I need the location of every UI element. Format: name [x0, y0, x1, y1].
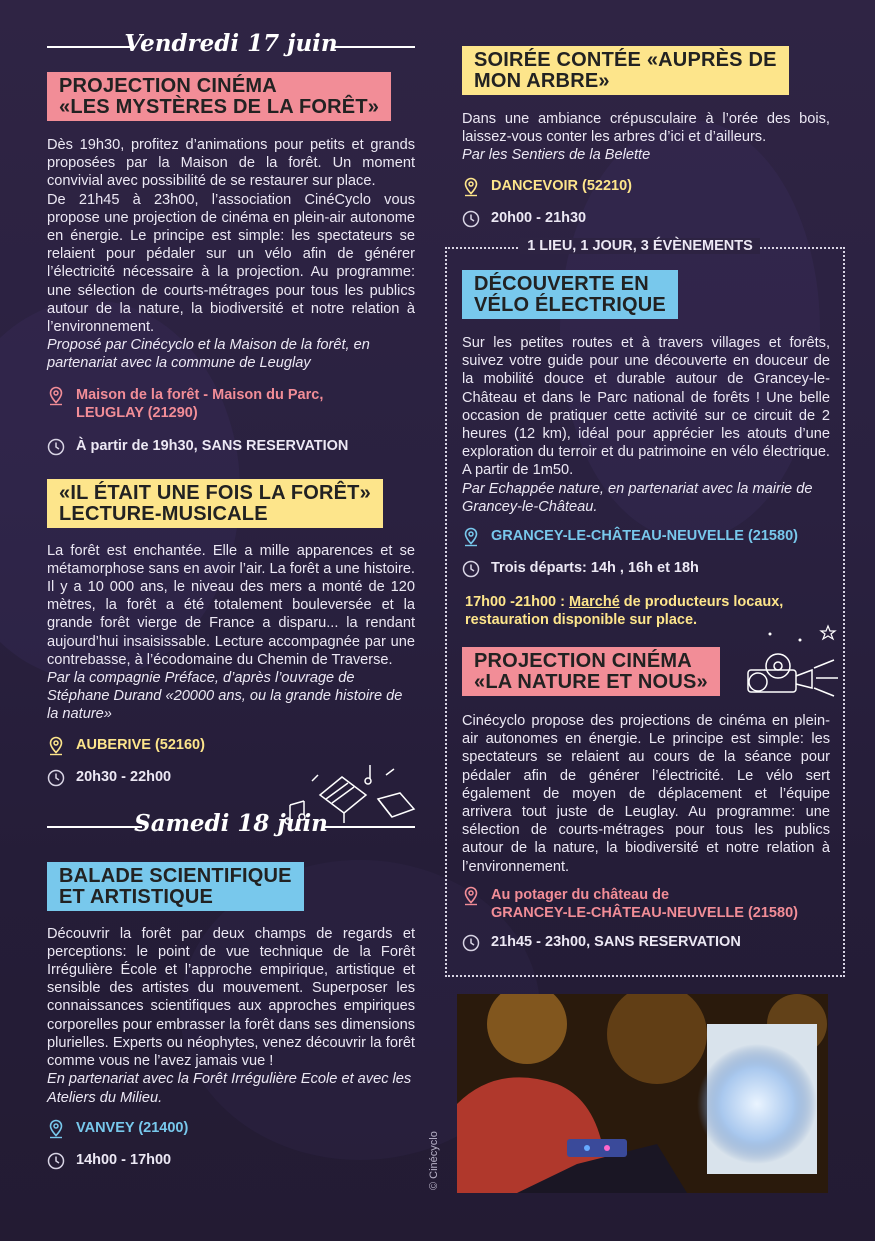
event-title — [462, 270, 678, 319]
map-pin-icon — [47, 736, 65, 756]
day-header-friday — [47, 30, 415, 62]
event-credit: En partenariat avec la Forêt Irrégulière Ecole et avec les Ateliers du Milieu. — [47, 1071, 412, 1106]
event-description — [47, 925, 415, 1107]
title-line: PROJECTION CINÉMA — [59, 75, 277, 97]
market-text: de producteurs locaux, — [623, 594, 784, 611]
photo-illustration — [457, 994, 828, 1193]
event-soiree — [462, 46, 830, 229]
event-location — [47, 386, 415, 422]
event-description — [462, 334, 830, 516]
description-text: De 21h45 à 23h00, l’association CinéCyclo vous propose une projection de cinéma en plein-air autonome en énergie. Le principe est simple: les spectateurs se relaient pour pédaler sur un vélo afin de générer l’électricité nécessaire à la projection. Au programme: une sélection de courts-métrages pour tous les publics autour de la nature, la biodiversité et notre relation à l’environnement. — [47, 191, 415, 336]
description-text: Découvrir la forêt par deux champs de regards et perceptions: le point de vue technique de la Forêt Irrégulière École et l’approche empirique, artistique et sensible des artistes du mouvement. Superposer les connaissances scientifiques aux approches empiriques corporelles pour embrasser la forêt dans ses dimensions plurielles. Experts ou néophytes, venez découvrir la forêt comme vous ne l’avez jamais vue ! — [47, 925, 415, 1070]
photo-credit: © Cinécyclo — [428, 1131, 440, 1190]
title-line: MON ARBRE» — [474, 70, 610, 92]
time-text: 20h00 - 21h30 — [491, 209, 587, 226]
map-pin-icon — [462, 527, 480, 547]
left-column — [47, 30, 415, 1171]
time-text: Trois départs: 14h , 16h et 18h — [491, 560, 699, 577]
description-text: Dans une ambiance crépusculaire à l’orée des bois, laissez-vous conter les arbres d’ici et d’ailleurs. — [462, 111, 830, 146]
market-word: Marché — [568, 594, 620, 611]
event-credit: Par Echappée nature, en partenariat avec la mairie de Grancey-le-Château. — [462, 480, 813, 515]
title-line: «LA NATURE ET NOUS» — [474, 671, 708, 694]
location-text: Au potager du château de — [491, 886, 670, 903]
title-line: SOIRÉE CONTÉE «AUPRÈS DE — [474, 49, 777, 71]
event-title — [47, 72, 391, 121]
title-line: «LES MYSTÈRES DE LA FORÊT» — [59, 96, 380, 118]
title-line: BALADE SCIENTIFIQUE — [59, 864, 292, 887]
clock-icon — [47, 437, 65, 457]
location-text: VANVEY (21400) — [76, 1119, 189, 1136]
event-time — [47, 1151, 415, 1171]
event-description — [47, 136, 415, 373]
day-title: Samedi 18 juin — [134, 809, 328, 837]
description-text: La forêt est enchantée. Elle a mille apparences et se métamorphose sans en avoir l’air. La forêt a une histoire. Il y a 10 000 ans, le niveau des mers a monté de 120 mètres, la forêt a été totalement bouleversée et la grande forêt vierge de France a disparu... la rendant aujourd’hui insaisissable. Lecture accompagnée par une contrebasse, à l’écodomaine du Chemin de Traverse. — [47, 542, 415, 668]
title-line: ET ARTISTIQUE — [59, 885, 214, 908]
map-pin-icon — [47, 386, 65, 406]
event-title — [47, 479, 383, 528]
description-text: Cinécyclo propose des projections de cinéma en plein-air autonomes en énergie. Le principe est simple: les spectateurs se relaient au cours de la séance pour pédaler afin de générer l’électricité. Le vélo sert également de moyen de déplacement et l’équipe arrivera tout juste de Leuglay. Au programme: une sélection de courts-métrages pour tous les publics autour de la nature, la biodiversité et notre relation à l’environnement. — [462, 713, 830, 875]
event-location — [47, 1119, 415, 1139]
event-location — [462, 886, 830, 922]
time-text: 20h30 - 22h00 — [76, 768, 172, 785]
day-title: Vendredi 17 juin — [124, 30, 338, 57]
title-line: VÉLO ÉLECTRIQUE — [474, 294, 666, 316]
location-text: DANCEVOIR (52210) — [491, 177, 633, 194]
location-text: GRANCEY-LE-CHÂTEAU-NEUVELLE (21580) — [491, 904, 798, 921]
map-pin-icon — [462, 177, 480, 197]
title-line: LECTURE-MUSICALE — [59, 502, 268, 525]
event-balade — [47, 862, 415, 1171]
location-text: Maison de la forêt - Maison du Parc, — [76, 386, 324, 403]
description-text: Dès 19h30, profitez d’animations pour petits et grands proposées par la Maison de la forêt. Un moment convivial avec possibilité de se restaurer sur place. — [47, 137, 415, 190]
event-title — [462, 647, 720, 696]
event-group-label: 1 LIEU, 1 JOUR, 3 ÉVÈNEMENTS — [520, 238, 760, 254]
event-description — [462, 110, 830, 165]
clock-icon — [47, 1151, 65, 1171]
time-text: 14h00 - 17h00 — [76, 1151, 172, 1168]
event-photo — [457, 994, 828, 1193]
time-text: 21h45 - 23h00, SANS RESERVATION — [491, 933, 741, 950]
title-line: DÉCOUVERTE EN — [474, 273, 649, 295]
description-text: Sur les petites routes et à travers villages et forêts, suivez votre guide pour une découverte en douceur de la mobilité douce et durable autour de Grancey-le-Château et dans le Parc national de forêts ! Une belle occasion de pratiquer cette activité sur ce circuit de 2 heures (12 km), idéal pour apprécier les atouts d’une exploration du terroir et du patrimoine en vélo électrique. A partir de 1m50. — [462, 335, 830, 479]
right-column — [462, 46, 830, 229]
event-time — [462, 209, 830, 229]
event-location — [47, 736, 415, 756]
title-line: PROJECTION CINÉMA — [474, 650, 692, 673]
event-title — [462, 46, 789, 95]
event-credit: Par la compagnie Préface, d’après l’ouvrage de Stéphane Durand «20000 ans, ou la grande histoire de la nature» — [47, 670, 403, 723]
location-text: GRANCEY-LE-CHÂTEAU-NEUVELLE (21580) — [491, 528, 798, 545]
event-location — [462, 527, 830, 547]
time-text: À partir de 19h30, SANS RESERVATION — [76, 437, 349, 454]
music-book-icon — [282, 755, 418, 830]
event-group-content — [462, 270, 830, 953]
event-description — [47, 542, 415, 724]
event-credit: Proposé par Cinécyclo et la Maison de la forêt, en partenariat avec la commune de Leuglay — [47, 337, 370, 372]
title-line: «IL ÉTAIT UNE FOIS LA FORÊT» — [59, 481, 371, 504]
event-credit: Par les Sentiers de la Belette — [462, 147, 651, 164]
event-velo — [462, 270, 830, 579]
clock-icon — [462, 933, 480, 953]
map-pin-icon — [462, 886, 480, 906]
event-title — [47, 862, 304, 911]
event-time — [462, 933, 830, 953]
location-text: LEUGLAY (21290) — [76, 404, 198, 421]
map-pin-icon — [47, 1119, 65, 1139]
market-text: restauration disponible sur place. — [465, 612, 698, 629]
clock-icon — [462, 559, 480, 579]
location-text: AUBERIVE (52160) — [76, 736, 205, 753]
event-time — [47, 437, 415, 457]
clock-icon — [47, 768, 65, 788]
event-location — [462, 177, 830, 197]
event-lecture — [47, 479, 415, 788]
clock-icon — [462, 209, 480, 229]
event-description — [462, 712, 830, 876]
event-cinema-1 — [47, 72, 415, 457]
event-time — [462, 559, 830, 579]
market-time: 17h00 -21h00 : — [465, 594, 565, 611]
film-projector-icon — [740, 622, 840, 702]
